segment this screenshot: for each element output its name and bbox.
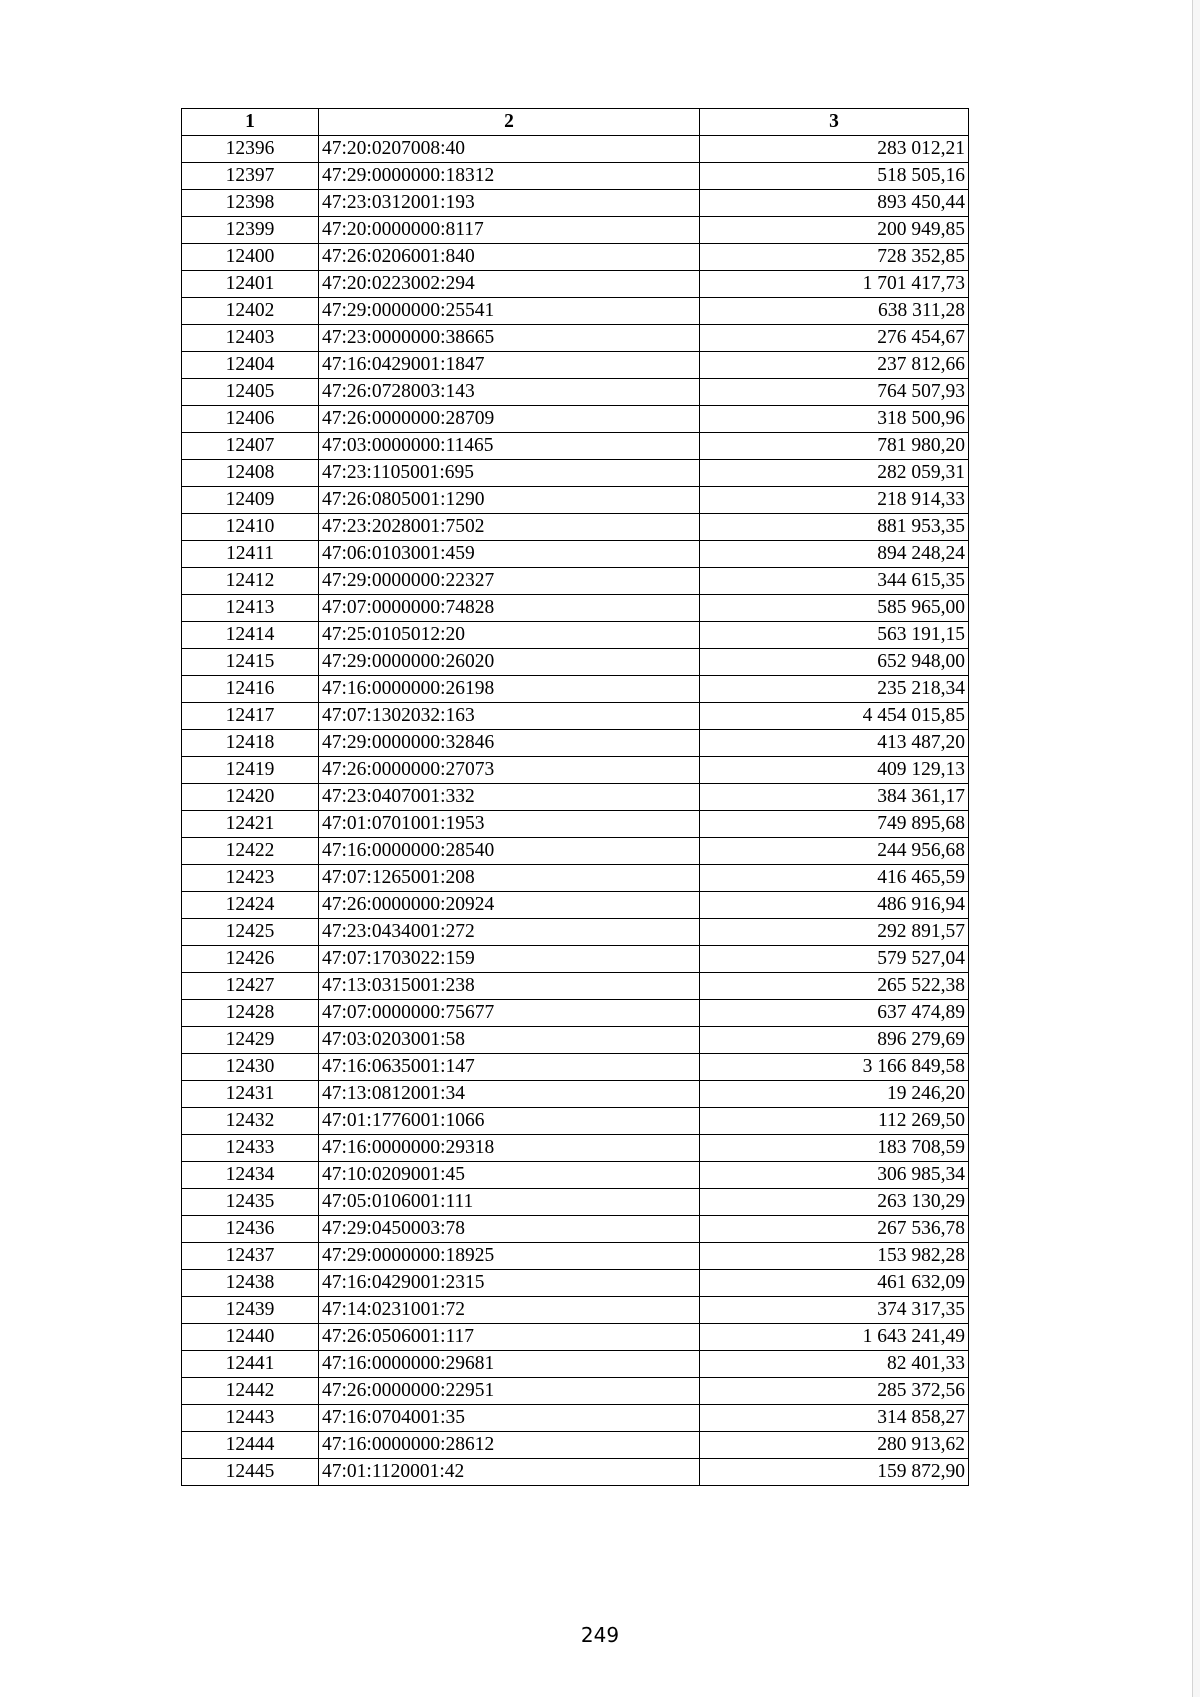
cadastral-value: 159 872,90	[700, 1459, 969, 1486]
row-number: 12437	[182, 1243, 319, 1270]
table-row	[182, 136, 969, 163]
row-number: 12399	[182, 217, 319, 244]
cadastral-value: 728 352,85	[700, 244, 969, 271]
cadastral-value: 1 643 241,49	[700, 1324, 969, 1351]
table-row	[182, 703, 969, 730]
row-number: 12412	[182, 568, 319, 595]
cadastral-value: 637 474,89	[700, 1000, 969, 1027]
cadastral-value: 306 985,34	[700, 1162, 969, 1189]
row-number: 12396	[182, 136, 319, 163]
table-row	[182, 1108, 969, 1135]
cadastral-number: 47:29:0000000:22327	[319, 568, 700, 595]
row-number: 12398	[182, 190, 319, 217]
cadastral-number: 47:23:0312001:193	[319, 190, 700, 217]
column-header-2: 2	[319, 109, 700, 136]
row-number: 12419	[182, 757, 319, 784]
cadastral-value: 267 536,78	[700, 1216, 969, 1243]
row-number: 12433	[182, 1135, 319, 1162]
table-row	[182, 460, 969, 487]
table-row	[182, 352, 969, 379]
cadastral-number: 47:23:0434001:272	[319, 919, 700, 946]
cadastral-number: 47:26:0000000:22951	[319, 1378, 700, 1405]
table-row	[182, 595, 969, 622]
table-row	[182, 838, 969, 865]
cadastral-number: 47:20:0000000:8117	[319, 217, 700, 244]
cadastral-value: 112 269,50	[700, 1108, 969, 1135]
cadastral-number: 47:29:0000000:18312	[319, 163, 700, 190]
row-number: 12413	[182, 595, 319, 622]
table-row	[182, 1000, 969, 1027]
cadastral-value: 749 895,68	[700, 811, 969, 838]
table-row	[182, 676, 969, 703]
table-row	[182, 433, 969, 460]
cadastral-number: 47:03:0203001:58	[319, 1027, 700, 1054]
cadastral-number: 47:26:0206001:840	[319, 244, 700, 271]
cadastral-value: 881 953,35	[700, 514, 969, 541]
column-header-1: 1	[182, 109, 319, 136]
cadastral-number: 47:26:0000000:28709	[319, 406, 700, 433]
table-row	[182, 1135, 969, 1162]
cadastral-number: 47:16:0000000:28540	[319, 838, 700, 865]
row-number: 12415	[182, 649, 319, 676]
row-number: 12400	[182, 244, 319, 271]
row-number: 12436	[182, 1216, 319, 1243]
cadastral-number: 47:16:0429001:2315	[319, 1270, 700, 1297]
row-number: 12438	[182, 1270, 319, 1297]
row-number: 12409	[182, 487, 319, 514]
cadastral-number: 47:03:0000000:11465	[319, 433, 700, 460]
row-number: 12431	[182, 1081, 319, 1108]
cadastral-value: 282 059,31	[700, 460, 969, 487]
cadastral-value: 292 891,57	[700, 919, 969, 946]
row-number: 12424	[182, 892, 319, 919]
cadastral-number: 47:16:0000000:28612	[319, 1432, 700, 1459]
table-row	[182, 1351, 969, 1378]
cadastral-number: 47:07:1703022:159	[319, 946, 700, 973]
cadastral-value: 894 248,24	[700, 541, 969, 568]
cadastral-number: 47:07:0000000:74828	[319, 595, 700, 622]
cadastral-value: 244 956,68	[700, 838, 969, 865]
cadastral-value: 416 465,59	[700, 865, 969, 892]
cadastral-value: 19 246,20	[700, 1081, 969, 1108]
cadastral-number: 47:07:1302032:163	[319, 703, 700, 730]
cadastral-number: 47:26:0805001:1290	[319, 487, 700, 514]
cadastral-number: 47:29:0450003:78	[319, 1216, 700, 1243]
row-number: 12430	[182, 1054, 319, 1081]
cadastral-value: 153 982,28	[700, 1243, 969, 1270]
cadastral-value: 461 632,09	[700, 1270, 969, 1297]
row-number: 12402	[182, 298, 319, 325]
cadastral-value: 237 812,66	[700, 352, 969, 379]
row-number: 12401	[182, 271, 319, 298]
table-row	[182, 190, 969, 217]
cadastral-value: 276 454,67	[700, 325, 969, 352]
cadastral-value: 283 012,21	[700, 136, 969, 163]
table-row	[182, 1270, 969, 1297]
cadastral-value: 409 129,13	[700, 757, 969, 784]
cadastral-value: 263 130,29	[700, 1189, 969, 1216]
table-row	[182, 487, 969, 514]
cadastral-number: 47:07:0000000:75677	[319, 1000, 700, 1027]
row-number: 12404	[182, 352, 319, 379]
page-number: 249	[580, 1623, 620, 1647]
cadastral-number: 47:16:0000000:26198	[319, 676, 700, 703]
cadastral-number: 47:16:0000000:29681	[319, 1351, 700, 1378]
cadastral-value: 285 372,56	[700, 1378, 969, 1405]
table-row	[182, 514, 969, 541]
page-edge	[1192, 0, 1200, 1697]
row-number: 12435	[182, 1189, 319, 1216]
cadastral-number: 47:16:0429001:1847	[319, 352, 700, 379]
row-number: 12434	[182, 1162, 319, 1189]
row-number: 12425	[182, 919, 319, 946]
table-row	[182, 271, 969, 298]
row-number: 12417	[182, 703, 319, 730]
row-number: 12440	[182, 1324, 319, 1351]
table-row	[182, 946, 969, 973]
cadastral-number: 47:07:1265001:208	[319, 865, 700, 892]
cadastral-number: 47:23:0407001:332	[319, 784, 700, 811]
row-number: 12414	[182, 622, 319, 649]
cadastral-value: 200 949,85	[700, 217, 969, 244]
cadastral-number: 47:16:0635001:147	[319, 1054, 700, 1081]
table-row	[182, 811, 969, 838]
row-number: 12411	[182, 541, 319, 568]
cadastral-value: 235 218,34	[700, 676, 969, 703]
row-number: 12418	[182, 730, 319, 757]
cadastral-number: 47:16:0704001:35	[319, 1405, 700, 1432]
table-row	[182, 1054, 969, 1081]
cadastral-value: 314 858,27	[700, 1405, 969, 1432]
table-row	[182, 217, 969, 244]
cadastral-number: 47:20:0207008:40	[319, 136, 700, 163]
table-row	[182, 1162, 969, 1189]
cadastral-value: 4 454 015,85	[700, 703, 969, 730]
table-row	[182, 865, 969, 892]
table-row	[182, 1081, 969, 1108]
table-row	[182, 730, 969, 757]
cadastral-value: 585 965,00	[700, 595, 969, 622]
table-row	[182, 649, 969, 676]
row-number: 12444	[182, 1432, 319, 1459]
table-row	[182, 919, 969, 946]
table-row	[182, 1297, 969, 1324]
cadastral-number: 47:29:0000000:18925	[319, 1243, 700, 1270]
cadastral-number: 47:06:0103001:459	[319, 541, 700, 568]
row-number: 12426	[182, 946, 319, 973]
table-row	[182, 1324, 969, 1351]
table-row	[182, 379, 969, 406]
column-header-3: 3	[700, 109, 969, 136]
cadastral-number: 47:26:0000000:27073	[319, 757, 700, 784]
table-row	[182, 784, 969, 811]
row-number: 12408	[182, 460, 319, 487]
row-number: 12445	[182, 1459, 319, 1486]
table-row	[182, 325, 969, 352]
cadastral-number: 47:01:0701001:1953	[319, 811, 700, 838]
cadastral-value: 486 916,94	[700, 892, 969, 919]
table-body	[182, 136, 969, 1486]
row-number: 12405	[182, 379, 319, 406]
row-number: 12407	[182, 433, 319, 460]
cadastral-value: 579 527,04	[700, 946, 969, 973]
cadastral-value: 413 487,20	[700, 730, 969, 757]
cadastral-value: 183 708,59	[700, 1135, 969, 1162]
row-number: 12403	[182, 325, 319, 352]
table-row	[182, 1243, 969, 1270]
cadastral-number: 47:10:0209001:45	[319, 1162, 700, 1189]
table-row	[182, 892, 969, 919]
cadastral-value: 265 522,38	[700, 973, 969, 1000]
table-row	[182, 541, 969, 568]
cadastral-number: 47:23:1105001:695	[319, 460, 700, 487]
table-row	[182, 1189, 969, 1216]
table-row	[182, 244, 969, 271]
table-row	[182, 568, 969, 595]
row-number: 12416	[182, 676, 319, 703]
row-number: 12429	[182, 1027, 319, 1054]
table-row	[182, 163, 969, 190]
table-row	[182, 757, 969, 784]
cadastral-value: 896 279,69	[700, 1027, 969, 1054]
cadastral-number: 47:26:0506001:117	[319, 1324, 700, 1351]
cadastral-number: 47:14:0231001:72	[319, 1297, 700, 1324]
cadastral-number: 47:26:0000000:20924	[319, 892, 700, 919]
cadastral-number: 47:29:0000000:26020	[319, 649, 700, 676]
row-number: 12422	[182, 838, 319, 865]
cadastral-value: 764 507,93	[700, 379, 969, 406]
row-number: 12421	[182, 811, 319, 838]
cadastral-value: 781 980,20	[700, 433, 969, 460]
cadastral-value: 384 361,17	[700, 784, 969, 811]
cadastral-value: 3 166 849,58	[700, 1054, 969, 1081]
cadastral-number: 47:29:0000000:25541	[319, 298, 700, 325]
cadastral-number: 47:23:0000000:38665	[319, 325, 700, 352]
row-number: 12397	[182, 163, 319, 190]
row-number: 12410	[182, 514, 319, 541]
cadastral-value: 82 401,33	[700, 1351, 969, 1378]
row-number: 12441	[182, 1351, 319, 1378]
table-row	[182, 622, 969, 649]
cadastral-value: 218 914,33	[700, 487, 969, 514]
cadastral-value: 344 615,35	[700, 568, 969, 595]
row-number: 12427	[182, 973, 319, 1000]
table-row	[182, 1378, 969, 1405]
table-row	[182, 1216, 969, 1243]
table-row	[182, 973, 969, 1000]
row-number: 12406	[182, 406, 319, 433]
cadastral-value-table	[181, 108, 969, 1486]
cadastral-value: 893 450,44	[700, 190, 969, 217]
row-number: 12442	[182, 1378, 319, 1405]
table-row	[182, 1027, 969, 1054]
cadastral-value: 652 948,00	[700, 649, 969, 676]
cadastral-value: 638 311,28	[700, 298, 969, 325]
cadastral-value: 1 701 417,73	[700, 271, 969, 298]
table-row	[182, 298, 969, 325]
row-number: 12428	[182, 1000, 319, 1027]
cadastral-number: 47:23:2028001:7502	[319, 514, 700, 541]
cadastral-number: 47:26:0728003:143	[319, 379, 700, 406]
cadastral-value: 318 500,96	[700, 406, 969, 433]
cadastral-value: 280 913,62	[700, 1432, 969, 1459]
row-number: 12439	[182, 1297, 319, 1324]
cadastral-number: 47:16:0000000:29318	[319, 1135, 700, 1162]
cadastral-number: 47:13:0315001:238	[319, 973, 700, 1000]
table-row	[182, 1432, 969, 1459]
cadastral-value: 518 505,16	[700, 163, 969, 190]
table-header-row	[182, 109, 969, 136]
cadastral-value: 374 317,35	[700, 1297, 969, 1324]
row-number: 12432	[182, 1108, 319, 1135]
cadastral-value: 563 191,15	[700, 622, 969, 649]
cadastral-number: 47:25:0105012:20	[319, 622, 700, 649]
table-row	[182, 406, 969, 433]
row-number: 12443	[182, 1405, 319, 1432]
cadastral-number: 47:20:0223002:294	[319, 271, 700, 298]
cadastral-number: 47:13:0812001:34	[319, 1081, 700, 1108]
table-row	[182, 1405, 969, 1432]
cadastral-number: 47:01:1776001:1066	[319, 1108, 700, 1135]
table-row	[182, 1459, 969, 1486]
cadastral-number: 47:29:0000000:32846	[319, 730, 700, 757]
row-number: 12423	[182, 865, 319, 892]
cadastral-number: 47:01:1120001:42	[319, 1459, 700, 1486]
cadastral-number: 47:05:0106001:111	[319, 1189, 700, 1216]
row-number: 12420	[182, 784, 319, 811]
